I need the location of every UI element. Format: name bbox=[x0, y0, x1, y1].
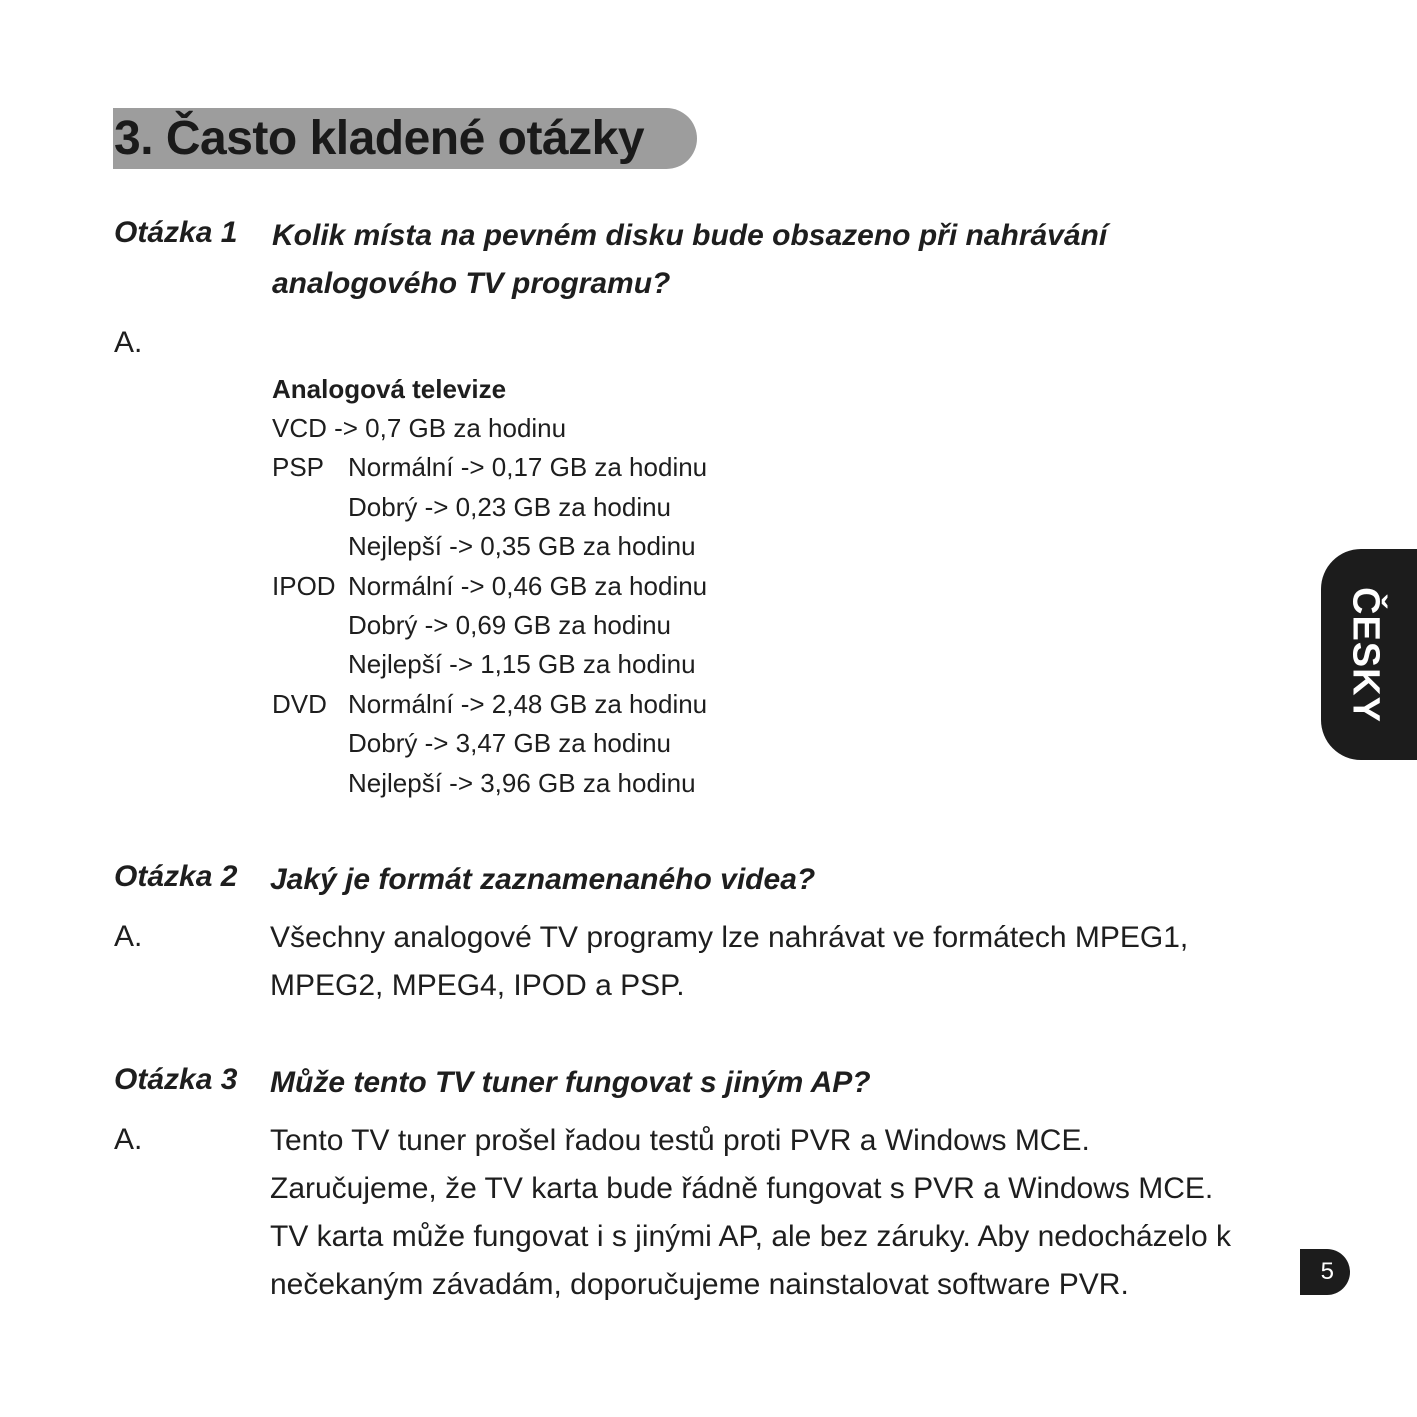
answer-3-line: nečekaným závadám, doporučujeme nainstalovat software PVR. bbox=[270, 1268, 1129, 1301]
question-3-label: Otázka 3 bbox=[114, 1063, 238, 1096]
table-row-format: PSP bbox=[272, 452, 325, 483]
table-row bbox=[272, 645, 696, 684]
answer-1-label: A. bbox=[114, 326, 143, 359]
page-title: 3. Často kladené otázky bbox=[114, 112, 645, 165]
table-row-value: Dobrý -> 3,47 GB za hodinu bbox=[348, 728, 672, 759]
question-3-text: Může tento TV tuner fungovat s jiným AP? bbox=[270, 1066, 871, 1099]
table-row-value: Dobrý -> 0,23 GB za hodinu bbox=[348, 491, 672, 522]
table-row bbox=[272, 488, 672, 527]
table-row-value: Nejlepší -> 1,15 GB za hodinu bbox=[348, 649, 696, 680]
table-row-value: VCD -> 0,7 GB za hodinu bbox=[272, 413, 567, 443]
answer-3-line: Zaručujeme, že TV karta bude řádně fungovat s PVR a Windows MCE. bbox=[270, 1172, 1214, 1205]
table-row bbox=[272, 567, 708, 606]
page-number-badge bbox=[1300, 1249, 1350, 1295]
question-2-label: Otázka 2 bbox=[114, 860, 238, 893]
table-row bbox=[272, 527, 696, 566]
table-row-value: Nejlepší -> 3,96 GB za hodinu bbox=[348, 767, 696, 798]
table-row bbox=[272, 448, 708, 487]
answer-3-label: A. bbox=[114, 1123, 143, 1156]
question-2-text: Jaký je formát zaznamenaného videa? bbox=[270, 863, 816, 896]
table-row bbox=[272, 409, 567, 448]
question-1-text-line1: Kolik místa na pevném disku bude obsazeno při nahrávání bbox=[272, 219, 1108, 252]
table-row-format: DVD bbox=[272, 688, 327, 719]
table-row bbox=[272, 685, 708, 724]
table-row-value: Normální -> 0,17 GB za hodinu bbox=[348, 452, 708, 483]
table-row-value: Nejlepší -> 0,35 GB za hodinu bbox=[348, 531, 696, 562]
answer-2-label: A. bbox=[114, 920, 143, 953]
table-row bbox=[272, 724, 672, 763]
question-1-text-line2: analogového TV programu? bbox=[272, 267, 671, 300]
storage-table-heading: Analogová televize bbox=[272, 374, 507, 404]
table-row-value: Dobrý -> 0,69 GB za hodinu bbox=[348, 609, 672, 640]
answer-3-line: TV karta může fungovat i s jinými AP, ale bez záruky. Aby nedocházelo k bbox=[270, 1220, 1232, 1253]
answer-3-line: Tento TV tuner prošel řadou testů proti PVR a Windows MCE. bbox=[270, 1124, 1090, 1157]
table-row-format: IPOD bbox=[272, 570, 336, 601]
page-number: 5 bbox=[1320, 1258, 1334, 1285]
answer-2-line: Všechny analogové TV programy lze nahrávat ve formátech MPEG1, bbox=[270, 921, 1189, 954]
table-row-value: Normální -> 2,48 GB za hodinu bbox=[348, 688, 708, 719]
table-row bbox=[272, 764, 696, 803]
question-1-label: Otázka 1 bbox=[114, 216, 238, 249]
answer-2-line: MPEG2, MPEG4, IPOD a PSP. bbox=[270, 969, 685, 1002]
table-row-value: Normální -> 0,46 GB za hodinu bbox=[348, 570, 708, 601]
language-tab-label: ČESKY bbox=[1344, 587, 1387, 723]
table-row bbox=[272, 606, 672, 645]
storage-table bbox=[272, 370, 708, 803]
